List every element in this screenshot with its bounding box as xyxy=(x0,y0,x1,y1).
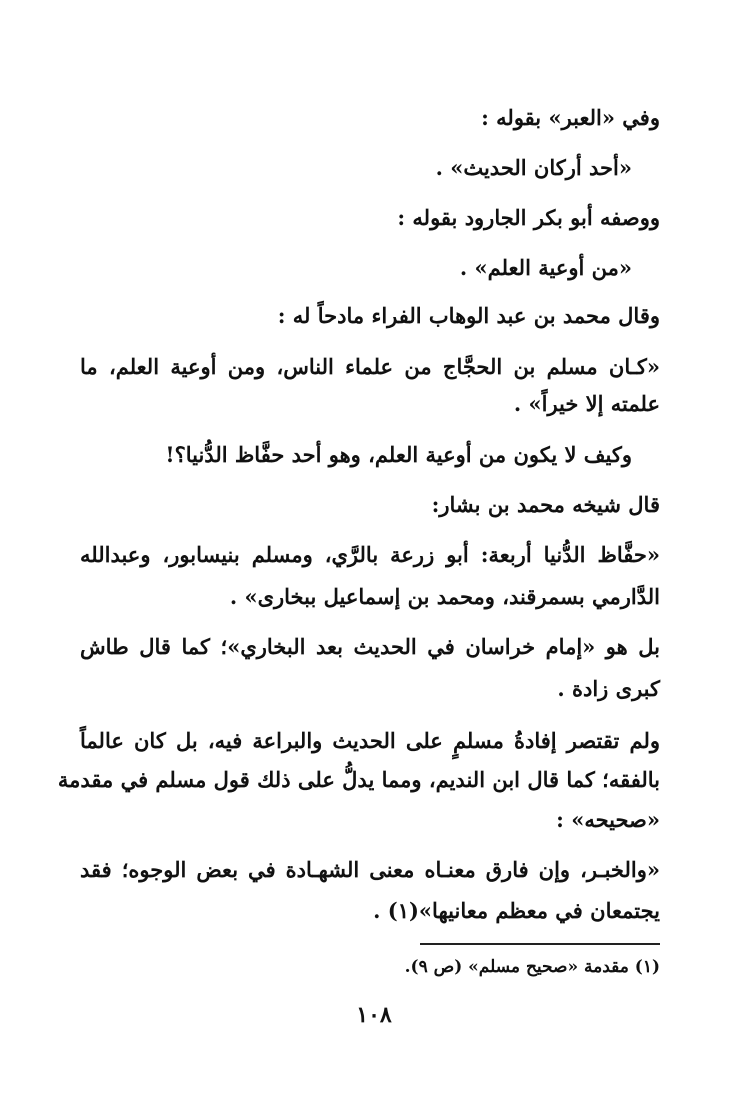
text-line-15: بالفقه؛ كما قال ابن النديم، ومما يدلُّ على ذلك قول مسلم في مقدمة xyxy=(57,767,660,792)
text-line-14: ولم تقتصر إفادةُ مسلمٍ على الحديث والبراعة فيه، بل كان عالماً xyxy=(80,728,660,753)
text-line-2: «أحد أركان الحديث» . xyxy=(435,155,632,180)
text-line-17: «والخبـر، وإن فارق معنـاه معنى الشهـادة في بعض الوجوه؛ فقد xyxy=(80,857,660,882)
text-line-10: «حفَّاظ الدُّنيا أربعة: أبو زرعة بالرَّي، ومسلم بنيسابور، وعبدالله xyxy=(80,542,660,567)
text-line-3: ووصفه أبو بكر الجارود بقوله : xyxy=(397,205,660,230)
text-line-11: الدَّارمي بسمرقند، ومحمد بن إسماعيل ببخارى» . xyxy=(229,584,660,609)
footnote-divider xyxy=(420,943,660,945)
text-line-4: «من أوعية العلم» . xyxy=(459,255,632,280)
text-line-16: «صحيحه» : xyxy=(556,807,660,832)
text-line-5: وقال محمد بن عبد الوهاب الفراء مادحاً له : xyxy=(277,303,660,328)
footnote: (١) مقدمة «صحيح مسلم» (ص ٩). xyxy=(404,957,660,977)
text-line-9: قال شيخه محمد بن بشار: xyxy=(431,492,660,517)
text-line-8: وكيف لا يكون من أوعية العلم، وهو أحد حفَّاظ الدُّنيا؟! xyxy=(165,442,632,467)
text-line-7: علمته إلا خيراً» . xyxy=(513,391,660,416)
text-line-6: «كـان مسلم بن الحجَّاج من علماء الناس، ومن أوعية العلم، ما xyxy=(80,354,660,379)
page-number: ١٠٨ xyxy=(356,1002,392,1028)
text-line-1: وفي «العبر» بقوله : xyxy=(481,105,660,130)
text-line-18: يجتمعان في معظم معانيها»(١) . xyxy=(373,898,660,923)
text-line-13: كبرى زادة . xyxy=(557,676,660,701)
text-line-12: بل هو «إمام خراسان في الحديث بعد البخاري»؛ كما قال طاش xyxy=(80,634,660,659)
